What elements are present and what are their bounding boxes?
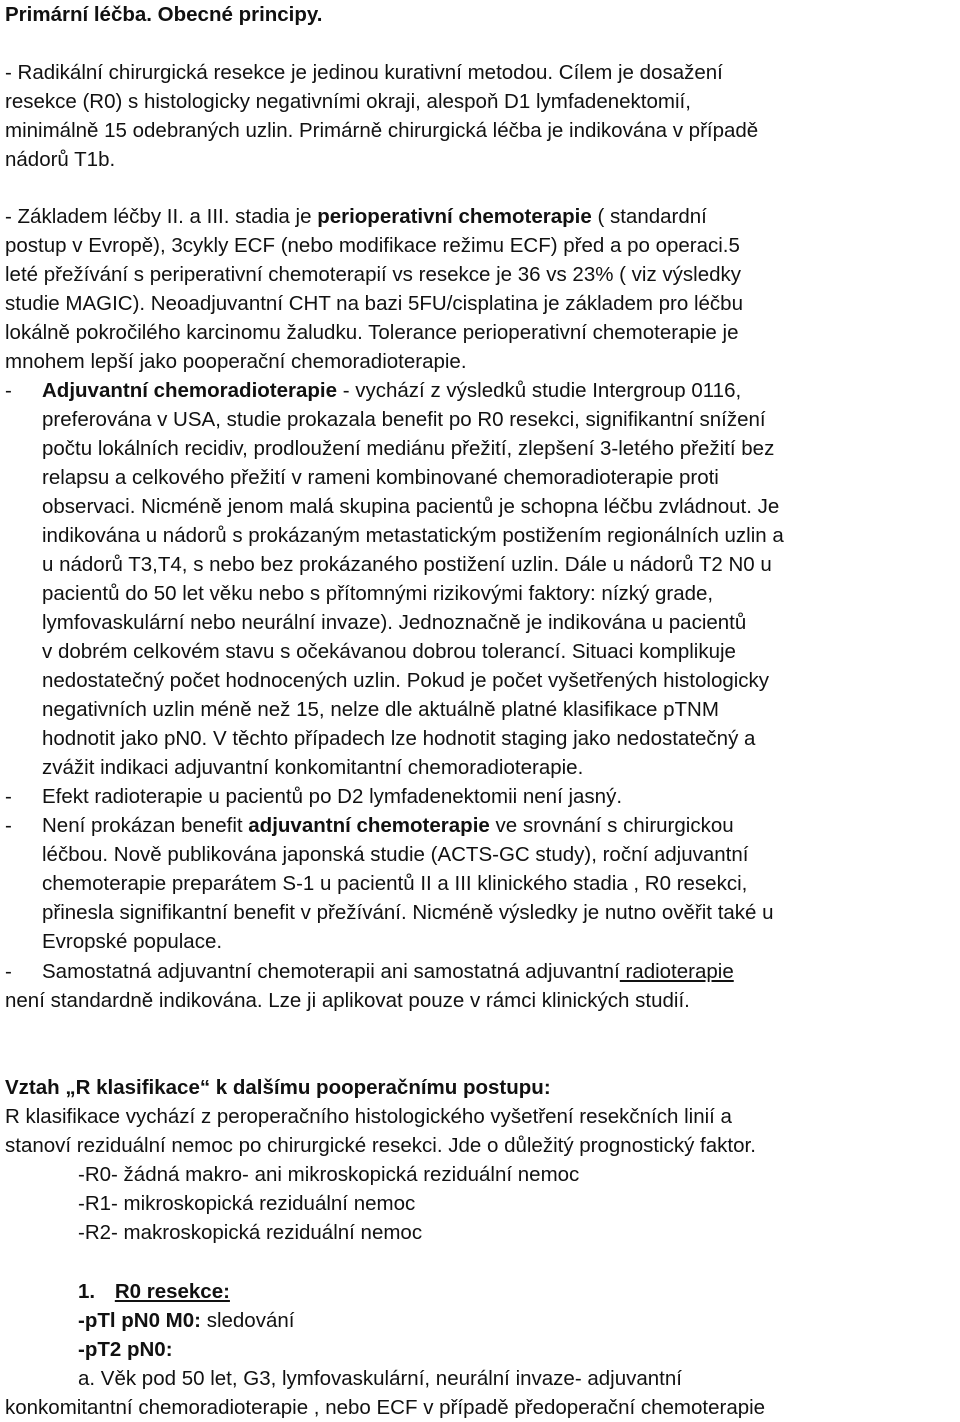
paragraph-line: R klasifikace vychází z peroperačního histologického vyšetření resekčních linií a (5, 1105, 732, 1128)
paragraph-line: a. Věk pod 50 let, G3, lymfovaskulární, neurální invaze- adjuvantní (78, 1367, 682, 1390)
paragraph-line: Evropské populace. (42, 930, 223, 953)
list-dash: - (5, 379, 12, 402)
paragraph-line: počtu lokálních recidiv, prodloužení mediánu přežití, zlepšení 3-letého přežití bez (42, 437, 775, 460)
list-dash: - (5, 814, 12, 837)
paragraph-line: není standardně indikována. Lze ji aplikovat pouze v rámci klinických studií. (5, 989, 690, 1012)
paragraph-line: indikována u nádorů s prokázaným metastatickým postižením regionálních uzlin a (42, 524, 784, 547)
paragraph-line: negativních uzlin méně než 15, nelze dle aktuálně platné klasifikace pTNM (42, 698, 719, 721)
paragraph-line: lymfovaskulární nebo neurální invaze). Jednoznačně je indikována u pacientů (42, 611, 747, 634)
paragraph-line: nedostatečný počet hodnocených uzlin. Pokud je počet vyšetřených histologicky (42, 669, 770, 692)
paragraph-line: studie MAGIC). Neoadjuvantní CHT na bazi 5FU/cisplatina je základem pro léčbu (5, 292, 743, 315)
paragraph-line: léčbou. Nově publikována japonská studie (ACTS-GC study), roční adjuvantní (42, 843, 749, 866)
paragraph-line: konkomitantní chemoradioterapie , nebo ECF v případě předoperační chemoterapie (5, 1396, 766, 1419)
paragraph-line: - Základem léčby II. a III. stadia je perioperativní chemoterapie ( standardní (5, 205, 707, 228)
paragraph-line: - Radikální chirurgická resekce je jedinou kurativní metodou. Cílem je dosažení (5, 61, 723, 84)
paragraph-line: stanoví reziduální nemoc po chirurgické resekci. Jde o důležitý prognostický faktor. (5, 1134, 756, 1157)
paragraph-line: Samostatná adjuvantní chemoterapii ani samostatná adjuvantní radioterapie (42, 960, 734, 983)
paragraph-line: hodnotit jako pN0. V těchto případech lze hodnotit staging jako nedostatečný a (42, 727, 756, 750)
paragraph-line: preferována v USA, studie prokazala benefit po R0 resekci, signifikantní snížení (42, 408, 766, 431)
stage-line: -pTl pN0 M0: sledování (78, 1309, 295, 1332)
paragraph-line: pacientů do 50 let věku nebo s přítomnými rizikovými faktory: nízký grade, (42, 582, 714, 605)
paragraph-line: chemoterapie preparátem S-1 u pacientů II a III klinického stadia , R0 resekci, (42, 872, 748, 895)
list-dash: - (5, 785, 12, 808)
paragraph-line: nádorů T1b. (5, 148, 116, 171)
paragraph-line: relapsu a celkového přežití v rameni kombinované chemoradioterapie proti (42, 466, 719, 489)
subsection-heading: 1. R0 resekce: (78, 1280, 230, 1303)
paragraph-line: Není prokázan benefit adjuvantní chemoterapie ve srovnání s chirurgickou (42, 814, 734, 837)
paragraph-line: v dobrém celkovém stavu s očekávanou dobrou tolerancí. Situaci komplikuje (42, 640, 736, 663)
stage-line: -pT2 pN0: (78, 1338, 173, 1361)
paragraph-line: leté přežívání s periperativní chemoterapií vs resekce je 36 vs 23% ( viz výsledky (5, 263, 742, 286)
section-heading: Vztah „R klasifikace“ k dalšímu pooperačnímu postupu: (5, 1076, 551, 1099)
paragraph-line: u nádorů T3,T4, s nebo bez prokázaného postižení uzlin. Dále u nádorů T2 N0 u (42, 553, 772, 576)
paragraph-line: resekce (R0) s histologicky negativními okraji, alespoň D1 lymfadenektomií, (5, 90, 691, 113)
paragraph-line: minimálně 15 odebraných uzlin. Primárně chirurgická léčba je indikována v případě (5, 119, 759, 142)
list-item-r2: -R2- makroskopická reziduální nemoc (78, 1221, 423, 1244)
paragraph-line: Efekt radioterapie u pacientů po D2 lymfadenektomii není jasný. (42, 785, 623, 808)
list-dash: - (5, 960, 12, 983)
paragraph-line: přinesla signifikantní benefit v přežívání. Nicméně výsledky je nutno ověřit také u (42, 901, 774, 924)
paragraph-line: postup v Evropě), 3cykly ECF (nebo modifikace režimu ECF) před a po operaci.5 (5, 234, 740, 257)
paragraph-line: zvážit indikaci adjuvantní konkomitantní chemoradioterapie. (42, 756, 584, 779)
list-item-r1: -R1- mikroskopická reziduální nemoc (78, 1192, 416, 1215)
list-item-r0: -R0- žádná makro- ani mikroskopická reziduální nemoc (78, 1163, 580, 1186)
document-title: Primární léčba. Obecné principy. (5, 3, 323, 26)
paragraph-line: Adjuvantní chemoradioterapie - vychází z výsledků studie Intergroup 0116, (42, 379, 742, 402)
paragraph-line: observaci. Nicméně jenom malá skupina pacientů je schopna léčbu zvládnout. Je (42, 495, 780, 518)
paragraph-line: mnohem lepší jako pooperační chemoradioterapie. (5, 350, 467, 373)
paragraph-line: lokálně pokročilého karcinomu žaludku. Tolerance perioperativní chemoterapie je (5, 321, 739, 344)
